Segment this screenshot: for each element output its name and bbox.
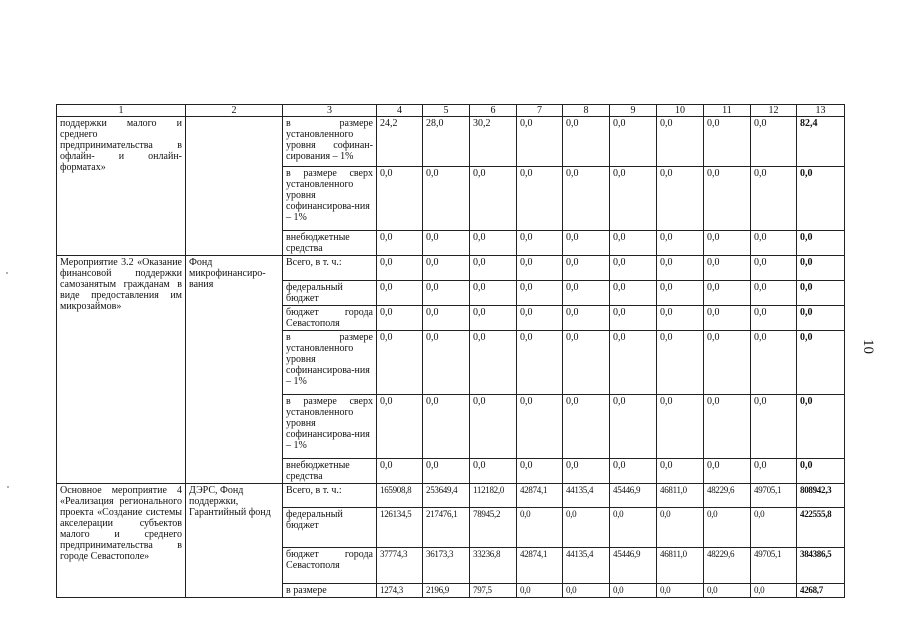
value-cell: 37774,3 — [377, 548, 423, 584]
value-cell: 0,0 — [470, 331, 517, 395]
value-cell: 0,0 — [423, 459, 470, 484]
column-header: 7 — [517, 105, 563, 117]
funding-source-cell: в размере установленного уровня софинансирова-ния – 1% — [283, 331, 377, 395]
value-cell: 0,0 — [377, 281, 423, 306]
value-cell: 0,0 — [657, 395, 704, 459]
value-cell: 46811,0 — [657, 548, 704, 584]
value-cell: 0,0 — [377, 167, 423, 231]
value-cell: 0,0 — [610, 331, 657, 395]
executor-cell: ДЭРС, Фонд поддержки, Гарантийный фонд — [186, 484, 283, 598]
value-cell: 217476,1 — [423, 508, 470, 548]
value-cell: 0,0 — [377, 231, 423, 256]
value-cell: 0,0 — [517, 584, 563, 598]
table-row — [57, 117, 845, 167]
scan-speck — [7, 486, 9, 488]
value-cell: 36173,3 — [423, 548, 470, 584]
column-header: 5 — [423, 105, 470, 117]
value-cell: 30,2 — [470, 117, 517, 167]
value-cell: 44135,4 — [563, 548, 610, 584]
value-cell: 0,0 — [704, 231, 751, 256]
value-cell: 0,0 — [423, 256, 470, 281]
value-cell: 0,0 — [704, 281, 751, 306]
value-cell: 0,0 — [657, 167, 704, 231]
value-cell: 0,0 — [377, 459, 423, 484]
column-header: 11 — [704, 105, 751, 117]
value-cell: 49705,1 — [751, 484, 797, 508]
total-cell: 0,0 — [797, 281, 845, 306]
total-cell: 0,0 — [797, 167, 845, 231]
value-cell: 0,0 — [751, 117, 797, 167]
value-cell: 0,0 — [704, 584, 751, 598]
funding-source-cell: в размере сверх установленного уровня софинансирова-ния – 1% — [283, 167, 377, 231]
value-cell: 0,0 — [517, 256, 563, 281]
value-cell: 0,0 — [657, 281, 704, 306]
funding-source-cell: в размере — [283, 584, 377, 598]
value-cell: 0,0 — [423, 231, 470, 256]
value-cell: 45446,9 — [610, 548, 657, 584]
value-cell: 0,0 — [563, 117, 610, 167]
total-cell: 0,0 — [797, 231, 845, 256]
value-cell: 0,0 — [563, 331, 610, 395]
funding-source-cell: в размере сверх установленного уровня софинансирова-ния – 1% — [283, 395, 377, 459]
value-cell: 0,0 — [610, 231, 657, 256]
total-cell: 384386,5 — [797, 548, 845, 584]
value-cell: 0,0 — [563, 231, 610, 256]
value-cell: 0,0 — [563, 306, 610, 331]
total-cell: 0,0 — [797, 395, 845, 459]
value-cell: 0,0 — [563, 459, 610, 484]
value-cell: 42874,1 — [517, 484, 563, 508]
value-cell: 0,0 — [517, 167, 563, 231]
page-number: 10 — [860, 339, 876, 354]
value-cell: 0,0 — [704, 306, 751, 331]
value-cell: 0,0 — [657, 331, 704, 395]
value-cell: 0,0 — [517, 281, 563, 306]
scan-speck — [6, 272, 8, 274]
value-cell: 0,0 — [610, 508, 657, 548]
value-cell: 0,0 — [470, 281, 517, 306]
value-cell: 0,0 — [563, 256, 610, 281]
value-cell: 28,0 — [423, 117, 470, 167]
value-cell: 0,0 — [704, 508, 751, 548]
funding-source-cell: бюджет города Севастополя — [283, 306, 377, 331]
measure-cell: поддержки малого и среднего предпринимательства в офлайн- и онлайн-форматах» — [57, 117, 186, 256]
value-cell: 0,0 — [657, 459, 704, 484]
total-cell: 4268,7 — [797, 584, 845, 598]
column-header: 6 — [470, 105, 517, 117]
value-cell: 0,0 — [610, 281, 657, 306]
value-cell: 165908,8 — [377, 484, 423, 508]
funding-source-cell: в размере установленного уровня софинан-сирования – 1% — [283, 117, 377, 167]
funding-source-cell: внебюджетные средства — [283, 459, 377, 484]
value-cell: 0,0 — [610, 167, 657, 231]
value-cell: 0,0 — [423, 167, 470, 231]
value-cell: 0,0 — [751, 584, 797, 598]
value-cell: 45446,9 — [610, 484, 657, 508]
value-cell: 0,0 — [377, 256, 423, 281]
value-cell: 0,0 — [377, 395, 423, 459]
funding-source-cell: федеральный бюджет — [283, 281, 377, 306]
value-cell: 797,5 — [470, 584, 517, 598]
value-cell: 0,0 — [610, 395, 657, 459]
value-cell: 0,0 — [751, 256, 797, 281]
value-cell: 48229,6 — [704, 484, 751, 508]
table-row — [57, 484, 845, 508]
value-cell: 0,0 — [470, 231, 517, 256]
value-cell: 0,0 — [470, 459, 517, 484]
value-cell: 33236,8 — [470, 548, 517, 584]
value-cell: 0,0 — [470, 256, 517, 281]
table-row — [57, 256, 845, 281]
funding-source-cell: бюджет города Севастополя — [283, 548, 377, 584]
value-cell: 0,0 — [751, 459, 797, 484]
value-cell: 46811,0 — [657, 484, 704, 508]
value-cell: 49705,1 — [751, 548, 797, 584]
column-header: 12 — [751, 105, 797, 117]
value-cell: 2196,9 — [423, 584, 470, 598]
total-cell: 0,0 — [797, 306, 845, 331]
value-cell: 0,0 — [517, 459, 563, 484]
value-cell: 0,0 — [517, 117, 563, 167]
executor-cell: Фонд микрофинансиро-вания — [186, 256, 283, 484]
value-cell: 253649,4 — [423, 484, 470, 508]
value-cell: 0,0 — [517, 331, 563, 395]
value-cell: 1274,3 — [377, 584, 423, 598]
funding-source-cell: Всего, в т. ч.: — [283, 256, 377, 281]
value-cell: 0,0 — [704, 117, 751, 167]
value-cell: 0,0 — [470, 167, 517, 231]
column-header: 9 — [610, 105, 657, 117]
column-header: 1 — [57, 105, 186, 117]
total-cell: 0,0 — [797, 459, 845, 484]
value-cell: 0,0 — [423, 395, 470, 459]
value-cell: 0,0 — [751, 231, 797, 256]
value-cell: 42874,1 — [517, 548, 563, 584]
total-cell: 0,0 — [797, 331, 845, 395]
value-cell: 0,0 — [751, 306, 797, 331]
value-cell: 0,0 — [657, 231, 704, 256]
total-cell: 0,0 — [797, 256, 845, 281]
total-cell: 422555,8 — [797, 508, 845, 548]
value-cell: 0,0 — [423, 306, 470, 331]
value-cell: 0,0 — [377, 306, 423, 331]
value-cell: 0,0 — [751, 167, 797, 231]
value-cell: 0,0 — [610, 306, 657, 331]
value-cell: 0,0 — [610, 117, 657, 167]
value-cell: 0,0 — [377, 331, 423, 395]
value-cell: 24,2 — [377, 117, 423, 167]
value-cell: 0,0 — [657, 256, 704, 281]
value-cell: 0,0 — [704, 256, 751, 281]
value-cell: 0,0 — [517, 231, 563, 256]
value-cell: 0,0 — [470, 306, 517, 331]
value-cell: 48229,6 — [704, 548, 751, 584]
value-cell: 0,0 — [751, 508, 797, 548]
total-cell: 808942,3 — [797, 484, 845, 508]
funding-source-cell: Всего, в т. ч.: — [283, 484, 377, 508]
value-cell: 78945,2 — [470, 508, 517, 548]
value-cell: 0,0 — [704, 395, 751, 459]
value-cell: 0,0 — [563, 584, 610, 598]
value-cell: 0,0 — [657, 584, 704, 598]
funding-source-cell: внебюджетные средства — [283, 231, 377, 256]
value-cell: 0,0 — [423, 331, 470, 395]
value-cell: 0,0 — [704, 331, 751, 395]
column-header: 2 — [186, 105, 283, 117]
value-cell: 0,0 — [517, 508, 563, 548]
column-header: 3 — [283, 105, 377, 117]
column-header: 4 — [377, 105, 423, 117]
value-cell: 0,0 — [563, 281, 610, 306]
value-cell: 126134,5 — [377, 508, 423, 548]
value-cell: 0,0 — [563, 395, 610, 459]
value-cell: 0,0 — [657, 508, 704, 548]
value-cell: 0,0 — [470, 395, 517, 459]
value-cell: 0,0 — [657, 306, 704, 331]
value-cell: 0,0 — [610, 256, 657, 281]
value-cell: 0,0 — [563, 508, 610, 548]
table-body — [57, 117, 845, 598]
header-row — [57, 105, 845, 117]
measure-cell: Мероприятие 3.2 «Оказание финансовой поддержки самозанятым гражданам в виде предоставления им микрозаймов» — [57, 256, 186, 484]
column-header: 13 — [797, 105, 845, 117]
value-cell: 0,0 — [751, 395, 797, 459]
value-cell: 0,0 — [563, 167, 610, 231]
value-cell: 0,0 — [704, 459, 751, 484]
column-header: 10 — [657, 105, 704, 117]
value-cell: 0,0 — [517, 395, 563, 459]
column-header: 8 — [563, 105, 610, 117]
executor-cell — [186, 117, 283, 256]
value-cell: 0,0 — [751, 281, 797, 306]
value-cell: 112182,0 — [470, 484, 517, 508]
value-cell: 0,0 — [704, 167, 751, 231]
value-cell: 0,0 — [751, 331, 797, 395]
value-cell: 0,0 — [517, 306, 563, 331]
value-cell: 0,0 — [610, 584, 657, 598]
funding-source-cell: федеральный бюджет — [283, 508, 377, 548]
total-cell: 82,4 — [797, 117, 845, 167]
measure-cell: Основное мероприятие 4 «Реализация регионального проекта «Создание системы акселерации субъектов малого и среднего предпринимательства в городе Севастополе» — [57, 484, 186, 598]
value-cell: 44135,4 — [563, 484, 610, 508]
value-cell: 0,0 — [423, 281, 470, 306]
budget-table — [56, 104, 845, 598]
value-cell: 0,0 — [657, 117, 704, 167]
value-cell: 0,0 — [610, 459, 657, 484]
